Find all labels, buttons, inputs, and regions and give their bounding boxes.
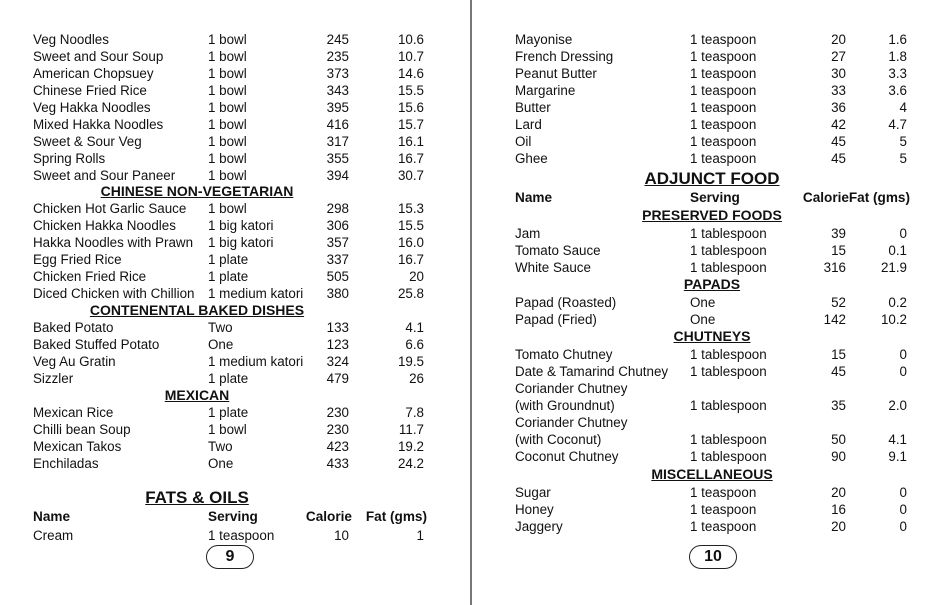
food-name: Baked Potato	[33, 320, 114, 335]
fat-value: 4.1	[888, 432, 907, 447]
fat-value: 5	[899, 151, 907, 166]
fat-value: 19.5	[397, 354, 424, 369]
serving-value: 1 tablespoon	[690, 432, 767, 447]
table-row	[515, 225, 915, 242]
calorie-value: 27	[831, 49, 846, 64]
food-name: Mexican Takos	[33, 439, 122, 454]
calorie-value: 373	[326, 66, 349, 81]
page-number: 10	[689, 545, 737, 569]
column-header-serving: Serving	[208, 509, 258, 524]
table-row	[515, 48, 915, 65]
fat-value: 0.2	[888, 295, 907, 310]
food-name: Cream	[33, 528, 74, 543]
fat-value: 7.8	[405, 405, 424, 420]
food-name: Sugar	[515, 485, 551, 500]
right-page	[471, 0, 942, 605]
food-name: Jam	[515, 226, 541, 241]
table-row	[515, 150, 915, 167]
column-header-fat: Fat (gms)	[848, 190, 910, 205]
fat-value: 14.6	[397, 66, 424, 81]
serving-value: 1 teaspoon	[208, 528, 275, 543]
food-name: Margarine	[515, 83, 576, 98]
fat-value: 11.7	[398, 422, 424, 437]
calorie-value: 45	[831, 151, 846, 166]
serving-value: 1 tablespoon	[690, 243, 767, 258]
calorie-value: 45	[831, 134, 846, 149]
food-name: French Dressing	[515, 49, 614, 64]
food-name: Honey	[515, 502, 554, 517]
table-row	[33, 438, 433, 455]
table-row	[33, 200, 433, 217]
food-name: Lard	[515, 117, 542, 132]
column-header-serving: Serving	[690, 190, 740, 205]
section-title-fats-oils: FATS & OILS	[145, 488, 249, 507]
fat-value: 1.6	[888, 32, 907, 47]
table-row	[515, 31, 915, 48]
table-row	[515, 501, 915, 518]
table-row	[33, 167, 433, 184]
serving-value: Two	[208, 320, 233, 335]
serving-value: 1 big katori	[208, 235, 274, 250]
food-name: Chicken Hot Garlic Sauce	[33, 201, 187, 216]
table-row	[515, 259, 915, 276]
fat-value: 0	[899, 485, 907, 500]
fat-value: 3.3	[888, 66, 907, 81]
serving-value: 1 teaspoon	[690, 49, 757, 64]
calorie-value: 16	[831, 502, 846, 517]
calorie-value: 433	[326, 456, 349, 471]
serving-value: 1 tablespoon	[690, 364, 767, 379]
table-row	[33, 65, 433, 82]
table-row	[33, 285, 433, 302]
table-row	[33, 527, 433, 544]
calorie-value: 395	[326, 100, 349, 115]
fat-value: 1.8	[888, 49, 907, 64]
calorie-value: 45	[831, 364, 846, 379]
food-name: Coriander Chutney	[515, 381, 628, 396]
calorie-value: 142	[823, 312, 846, 327]
table-row	[33, 31, 433, 48]
food-name: Mayonise	[515, 32, 573, 47]
serving-value: 1 tablespoon	[690, 347, 767, 362]
table-row	[515, 99, 915, 116]
fat-value: 0	[899, 226, 907, 241]
table-row	[33, 421, 433, 438]
fat-value: 4.7	[888, 117, 907, 132]
calorie-value: 30	[831, 66, 846, 81]
serving-value: 1 tablespoon	[690, 449, 767, 464]
food-name: Coconut Chutney	[515, 449, 619, 464]
table-row	[33, 48, 433, 65]
serving-value: 1 bowl	[208, 117, 247, 132]
fat-value: 10.7	[397, 49, 424, 64]
table-row	[515, 397, 915, 414]
serving-value: Two	[208, 439, 233, 454]
fat-value: 4	[899, 100, 907, 115]
calorie-value: 50	[831, 432, 846, 447]
serving-value: One	[690, 295, 716, 310]
serving-value: 1 plate	[208, 405, 249, 420]
food-name: Veg Noodles	[33, 32, 109, 47]
calorie-value: 33	[831, 83, 846, 98]
serving-value: 1 medium katori	[208, 354, 304, 369]
food-name: Peanut Butter	[515, 66, 597, 81]
calorie-value: 20	[831, 519, 846, 534]
calorie-value: 39	[831, 226, 846, 241]
calorie-value: 10	[334, 528, 349, 543]
table-row	[33, 455, 433, 472]
food-name: Butter	[515, 100, 551, 115]
calorie-value: 316	[823, 260, 846, 275]
serving-value: 1 bowl	[208, 100, 247, 115]
food-name: Papad (Fried)	[515, 312, 597, 327]
table-row	[515, 380, 915, 397]
food-name: Sweet and Sour Soup	[33, 49, 164, 64]
food-name: Sweet & Sour Veg	[33, 134, 142, 149]
serving-value: 1 bowl	[208, 151, 247, 166]
food-name: (with Coconut)	[515, 432, 602, 447]
table-row	[515, 311, 915, 328]
table-row	[515, 133, 915, 150]
calorie-value: 90	[831, 449, 846, 464]
food-name: Veg Au Gratin	[33, 354, 116, 369]
table-row	[515, 82, 915, 99]
table-row	[515, 346, 915, 363]
serving-value: 1 plate	[208, 371, 249, 386]
serving-value: 1 bowl	[208, 168, 247, 183]
calorie-value: 123	[326, 337, 349, 352]
food-name: Mixed Hakka Noodles	[33, 117, 164, 132]
fat-value: 10.2	[880, 312, 907, 327]
food-name: Sweet and Sour Paneer	[33, 168, 176, 183]
calorie-value: 343	[326, 83, 349, 98]
table-row	[515, 242, 915, 259]
calorie-value: 380	[326, 286, 349, 301]
section-heading-baked-dishes: CONTENENTAL BAKED DISHES	[89, 302, 305, 318]
calorie-value: 235	[326, 49, 349, 64]
calorie-value: 416	[326, 117, 349, 132]
calorie-value: 245	[326, 32, 349, 47]
food-name: Date & Tamarind Chutney	[515, 364, 669, 379]
food-name: Sizzler	[33, 371, 74, 386]
serving-value: One	[208, 456, 234, 471]
food-name: Hakka Noodles with Prawn	[33, 235, 194, 250]
food-name: Oil	[515, 134, 532, 149]
fat-value: 2.0	[888, 398, 907, 413]
fat-value: 25.8	[397, 286, 424, 301]
table-row	[33, 251, 433, 268]
calorie-value: 298	[326, 201, 349, 216]
calorie-value: 394	[326, 168, 349, 183]
serving-value: 1 bowl	[208, 201, 247, 216]
table-row	[515, 518, 915, 535]
fat-value: 0	[899, 364, 907, 379]
fat-value: 16.1	[397, 134, 424, 149]
food-name: Egg Fried Rice	[33, 252, 122, 267]
table-row	[515, 484, 915, 501]
calorie-value: 337	[326, 252, 349, 267]
calorie-value: 20	[831, 32, 846, 47]
table-row	[33, 268, 433, 285]
fat-value: 0.1	[888, 243, 907, 258]
fat-value: 15.5	[397, 83, 424, 98]
calorie-value: 230	[326, 405, 349, 420]
section-heading-preserved-foods: PRESERVED FOODS	[642, 207, 782, 223]
table-row	[33, 353, 433, 370]
food-name: Veg Hakka Noodles	[33, 100, 151, 115]
table-row	[33, 336, 433, 353]
table-row	[33, 116, 433, 133]
table-row	[33, 319, 433, 336]
calorie-value: 20	[831, 485, 846, 500]
table-row	[515, 363, 915, 380]
food-name: Chicken Fried Rice	[33, 269, 147, 284]
section-title-adjunct-food: ADJUNCT FOOD	[644, 169, 780, 188]
serving-value: 1 plate	[208, 252, 249, 267]
serving-value: 1 tablespoon	[690, 398, 767, 413]
table-row	[33, 234, 433, 251]
serving-value: 1 plate	[208, 269, 249, 284]
food-name: Mexican Rice	[33, 405, 114, 420]
food-name: Chinese Fried Rice	[33, 83, 147, 98]
calorie-value: 133	[326, 320, 349, 335]
serving-value: One	[208, 337, 234, 352]
calorie-value: 52	[831, 295, 846, 310]
section-heading-papads: PAPADS	[683, 276, 741, 292]
fat-value: 30.7	[397, 168, 424, 183]
fat-value: 16.7	[397, 151, 424, 166]
fat-value: 15.3	[397, 201, 424, 216]
table-row	[515, 431, 915, 448]
food-name: (with Groundnut)	[515, 398, 615, 413]
serving-value: 1 teaspoon	[690, 519, 757, 534]
serving-value: 1 bowl	[208, 134, 247, 149]
calorie-value: 36	[831, 100, 846, 115]
fat-value: 5	[899, 134, 907, 149]
food-name: Chicken Hakka Noodles	[33, 218, 176, 233]
food-name: White Sauce	[515, 260, 591, 275]
serving-value: 1 tablespoon	[690, 226, 767, 241]
fat-value: 15.5	[397, 218, 424, 233]
calorie-value: 317	[326, 134, 349, 149]
serving-value: 1 teaspoon	[690, 100, 757, 115]
calorie-value: 306	[326, 218, 349, 233]
fat-value: 10.6	[397, 32, 424, 47]
serving-value: 1 bowl	[208, 49, 247, 64]
food-name: Coriander Chutney	[515, 415, 628, 430]
fat-value: 21.9	[880, 260, 907, 275]
table-row	[515, 448, 915, 465]
calorie-value: 35	[831, 398, 846, 413]
serving-value: One	[690, 312, 716, 327]
serving-value: 1 teaspoon	[690, 151, 757, 166]
serving-value: 1 teaspoon	[690, 117, 757, 132]
fat-value: 0	[899, 519, 907, 534]
column-header-calorie: Calorie	[802, 190, 849, 205]
fat-value: 3.6	[888, 83, 907, 98]
table-row	[515, 414, 915, 431]
calorie-value: 15	[831, 347, 846, 362]
section-heading-chinese-non-veg: CHINESE NON-VEGETARIAN	[100, 183, 294, 199]
fat-value: 4.1	[405, 320, 424, 335]
fat-value: 0	[899, 347, 907, 362]
calorie-value: 479	[326, 371, 349, 386]
fat-value: 15.6	[397, 100, 424, 115]
serving-value: 1 bowl	[208, 66, 247, 81]
column-header-fat: Fat (gms)	[365, 509, 427, 524]
serving-value: 1 teaspoon	[690, 32, 757, 47]
fat-value: 0	[899, 502, 907, 517]
column-header-calorie: Calorie	[305, 509, 352, 524]
fat-value: 15.7	[397, 117, 424, 132]
calorie-value: 423	[326, 439, 349, 454]
table-row	[515, 116, 915, 133]
page-number: 9	[206, 545, 254, 569]
serving-value: 1 teaspoon	[690, 485, 757, 500]
table-row	[515, 294, 915, 311]
serving-value: 1 medium katori	[208, 286, 304, 301]
food-name: Papad (Roasted)	[515, 295, 617, 310]
table-row	[33, 99, 433, 116]
table-row	[515, 65, 915, 82]
calorie-value: 15	[831, 243, 846, 258]
food-name: Tomato Chutney	[515, 347, 613, 362]
fat-value: 1	[416, 528, 424, 543]
serving-value: 1 teaspoon	[690, 134, 757, 149]
serving-value: 1 teaspoon	[690, 83, 757, 98]
calorie-value: 355	[326, 151, 349, 166]
serving-value: 1 bowl	[208, 83, 247, 98]
food-name: Jaggery	[515, 519, 563, 534]
table-row	[33, 370, 433, 387]
fat-value: 6.6	[405, 337, 424, 352]
serving-value: 1 bowl	[208, 32, 247, 47]
serving-value: 1 tablespoon	[690, 260, 767, 275]
fat-value: 16.0	[397, 235, 424, 250]
fat-value: 19.2	[397, 439, 424, 454]
fat-value: 24.2	[397, 456, 424, 471]
food-name: Ghee	[515, 151, 548, 166]
food-name: Spring Rolls	[33, 151, 106, 166]
fat-value: 26	[409, 371, 424, 386]
serving-value: 1 teaspoon	[690, 502, 757, 517]
column-header-name: Name	[515, 190, 553, 205]
calorie-value: 42	[831, 117, 846, 132]
table-row	[33, 133, 433, 150]
food-name: Tomato Sauce	[515, 243, 601, 258]
calorie-value: 230	[326, 422, 349, 437]
table-row	[33, 150, 433, 167]
table-row	[33, 82, 433, 99]
column-header-name: Name	[33, 509, 71, 524]
calorie-value: 324	[326, 354, 349, 369]
fat-value: 16.7	[397, 252, 424, 267]
food-name: Diced Chicken with Chillion	[33, 286, 195, 301]
table-row	[33, 404, 433, 421]
serving-value: 1 teaspoon	[690, 66, 757, 81]
calorie-value: 357	[326, 235, 349, 250]
fat-value: 20	[409, 269, 424, 284]
section-heading-mexican: MEXICAN	[164, 387, 230, 403]
food-name: Chilli bean Soup	[33, 422, 131, 437]
calorie-value: 505	[326, 269, 349, 284]
section-heading-chutneys: CHUTNEYS	[673, 328, 751, 344]
table-row	[33, 217, 433, 234]
food-name: Enchiladas	[33, 456, 99, 471]
serving-value: 1 big katori	[208, 218, 274, 233]
fat-value: 9.1	[888, 449, 907, 464]
serving-value: 1 bowl	[208, 422, 247, 437]
section-heading-miscellaneous: MISCELLANEOUS	[651, 466, 773, 482]
food-name: American Chopsuey	[33, 66, 154, 81]
food-name: Baked Stuffed Potato	[33, 337, 160, 352]
